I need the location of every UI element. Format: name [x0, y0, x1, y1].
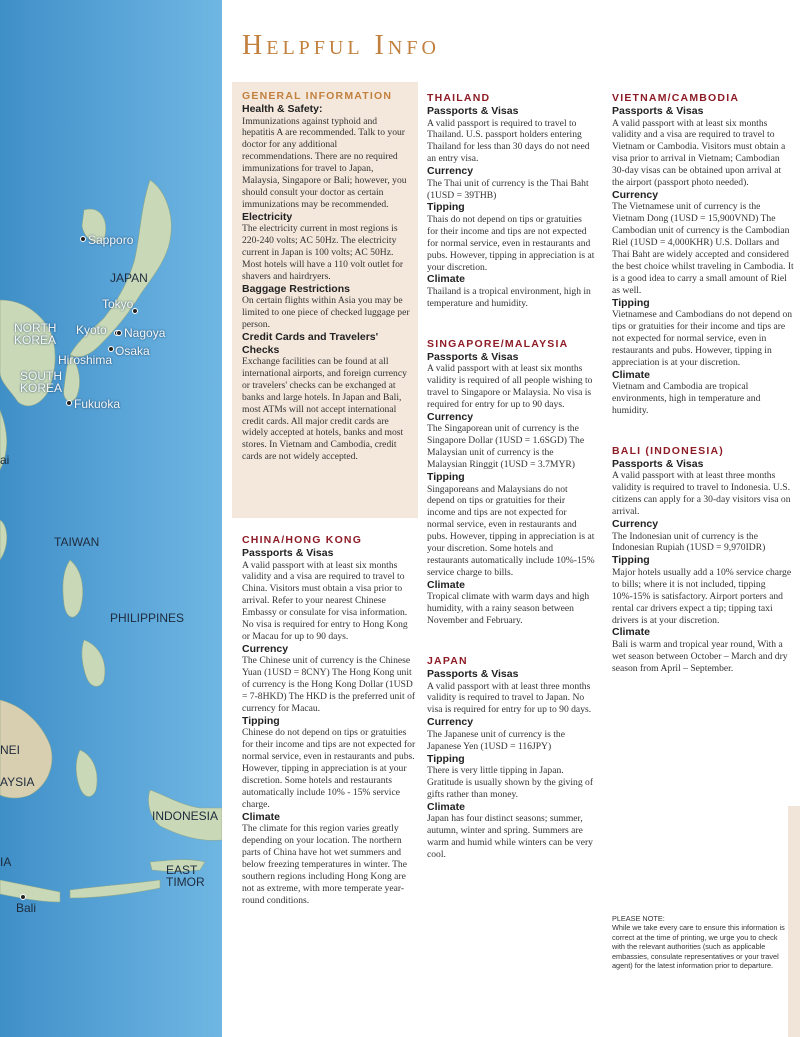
info-content [222, 0, 800, 1037]
singapore-passports-text: A valid passport with at least six months validity is required of all people wishing to travel to Singapore or Malaysia. No visa is required for entry for up to 90 days. [427, 363, 593, 410]
fukuoka-marker [66, 400, 72, 406]
japan-passports-heading: Passports & Visas [427, 668, 519, 680]
japan-section [427, 655, 595, 861]
map-label-indonesia-partial: IA [0, 855, 12, 869]
sapporo-marker [80, 236, 86, 242]
map-label-hiroshima: Hiroshima [58, 353, 113, 367]
vietnam-section [612, 92, 794, 417]
thailand-tipping-heading: Tipping [427, 201, 465, 214]
bali-tipping-text: Major hotels usually add a 10% service charge to bills; where it is not included, tipping 10%-15% is satisfactory. Airport porters and rental car drivers expect a tip; tipping taxi drivers is at your discretion. [612, 566, 792, 626]
japan-title: JAPAN [427, 655, 468, 667]
vietnam-passports-heading: Passports & Visas [612, 105, 704, 117]
page-title: Helpful Info [242, 30, 440, 61]
map-label-nagoya: Nagoya [124, 326, 166, 340]
note-heading: PLEASE NOTE: [612, 914, 665, 923]
singapore-tipping-text: Singaporeans and Malaysians do not depend on tips or gratuities for their income and tips are not expected for normal service, even in restaurants and pubs. However, tipping in appreciation is at your discretion. Some hotels and restaurants automatically include 10%-15% service charge to bills. [427, 483, 595, 578]
map-label-japan: JAPAN [110, 271, 148, 285]
electricity-text: The electricity current in most regions is 220-240 volts; AC 50Hz. The electricity current in Japan is 100 volts; AC 50Hz. Most hotels will have a 110 volt outlet for shavers and hairdryers. [242, 223, 404, 282]
map-strip [0, 0, 222, 1037]
japan-tipping-text: There is very little tipping in Japan. Gratitude is usually shown by the giving of gifts rather than money. [427, 765, 594, 800]
china-title: CHINA/HONG KONG [242, 534, 363, 546]
china-climate-heading: Climate [242, 810, 280, 823]
health-heading: Health & Safety: [242, 103, 323, 115]
right-column [612, 92, 794, 675]
map-label-tokyo: Tokyo [102, 297, 134, 311]
thailand-climate-heading: Climate [427, 273, 465, 286]
osaka-marker [108, 346, 114, 352]
japan-currency-text: The Japanese unit of currency is the Japanese Yen (1USD = 116JPY) [427, 728, 565, 752]
thailand-passports-text: A valid passport is required to travel to Thailand. U.S. passport holders entering Thailand for less than 30 days do not need an entry visa. [427, 117, 590, 165]
china-tipping-text: Chinese do not depend on tips or gratuities for their income and tips are not expected for normal service, even in restaurants and pubs. However, tipping in appreciation is at your discretion. Some hotels and restaurants automatically include 10% - 15% service charge. [242, 727, 416, 810]
general-info-title: GENERAL INFORMATION [242, 90, 393, 102]
thailand-tipping-text: Thais do not depend on tips or gratuities for their income and tips are not expected for normal service, even in restaurants and pubs. However, tipping in appreciation is at your discretion. [427, 213, 595, 273]
bali-currency-heading: Currency [612, 518, 659, 531]
bali-tipping-heading: Tipping [612, 554, 650, 567]
thailand-title: THAILAND [427, 92, 491, 104]
vietnam-tipping-text: Vietnamese and Cambodians do not depend on tips or gratuities for their income and tips are not expected for normal service, even in restaurants and pubs. However, tipping in appreciation is at your discretion. [612, 309, 793, 368]
baggage-heading: Baggage Restrictions [242, 282, 350, 295]
vietnam-currency-text: The Vietnamese unit of currency is the Vietnam Dong (1USD = 15,900VND) The Cambodian unit of currency is the Cambodian Riel (1USD = 4,000KHR) U.S. Dollars and Thai Baht are widely accepted and considered the best choice whilst traveling in Cambodia. It is a good idea to carry a small amount of Riel as well. [612, 201, 794, 296]
bali-passports-text: A valid passport with at least three months validity is required to travel to Indonesia. U.S. citizens can apply for a 30-day visitors visa on arrival. [612, 470, 791, 518]
singapore-section [427, 338, 595, 627]
vietnam-climate-heading: Climate [612, 368, 650, 381]
map-label-north-korea: NORTH KOREA [14, 321, 57, 347]
note-text: While we take every care to ensure this information is correct at the time of printing, we urge you to check with the relevant authorities (such as applicable embassies, consulate representatives or your travel agent) for the latest information prior to departure. [612, 923, 785, 971]
thailand-section [427, 92, 595, 310]
bali-currency-text: The Indonesian unit of currency is the Indonesian Rupiah (1USD = 9,970IDR) [612, 530, 766, 554]
map-label-east-timor: EAST TIMOR [166, 863, 205, 889]
bali-title: BALI (INDONESIA) [612, 444, 724, 457]
thailand-currency-text: The Thai unit of currency is the Thai Baht (1USD = 39THB) [427, 177, 589, 201]
map-label-brunei-partial: NEI [0, 743, 21, 757]
singapore-climate-heading: Climate [427, 578, 465, 591]
map-label-bali: Bali [16, 901, 37, 915]
baggage-text: On certain flights within Asia you may be limited to one piece of checked luggage per person. [242, 295, 410, 331]
thailand-passports-heading: Passports & Visas [427, 105, 519, 117]
credit-heading: Credit Cards and Travelers' Checks [242, 331, 379, 356]
bali-marker [20, 894, 26, 900]
map-label-indonesia: INDONESIA [152, 809, 219, 823]
map-label-fukuoka: Fukuoka [74, 397, 121, 411]
china-passports-heading: Passports & Visas [242, 547, 334, 559]
bali-climate-heading: Climate [612, 626, 650, 639]
bali-passports-heading: Passports & Visas [612, 457, 704, 470]
singapore-title: SINGAPORE/MALAYSIA [427, 337, 569, 350]
bali-climate-text: Bali is warm and tropical year round, With a wet season between October – March and dry season from April – September. [612, 638, 788, 674]
credit-text: Exchange facilities can be found at all international airports, and foreign currency or travelers' checks can be exchanged at banks and large hotels. In Japan and Bali, most ATMs will not accept international credit cards. All major credit cards are widely accepted at hotels, banks and most stores. In Vietnam and Cambodia, credit cards are not widely accepted. [242, 356, 407, 463]
japan-climate-text: Japan has four distinct seasons; summer, autumn, winter and spring. Summers are warm and humid while winters can be very cool. [427, 813, 593, 860]
map-label-shanghai-partial: ai [0, 453, 10, 467]
nagoya-marker [116, 330, 122, 336]
map-label-sapporo: Sapporo [88, 233, 134, 247]
middle-column [427, 92, 595, 861]
page-edge-tab [788, 806, 800, 1037]
vietnam-currency-heading: Currency [612, 188, 659, 201]
singapore-climate-text: Tropical climate with warm days and high humidity, with a rainy season between November and February. [427, 591, 590, 627]
china-climate-text: The climate for this region varies greatly depending on your location. The northern parts of China have hot wet summers and below freezing temperatures in winter. The southern regions including Hong Kong are not as extreme, with more temperate year-round conditions. [242, 823, 407, 906]
japan-tipping-heading: Tipping [427, 752, 465, 765]
japan-climate-heading: Climate [427, 800, 465, 813]
vietnam-passports-text: A valid passport with at least six months validity and a visa are required to travel to Vietnam or Cambodia. Visitors must obtain a visa prior to arrival in Vietnam; Cambodian 30-day visas can be obtained upon arrival at the airport (passport photo needed). [612, 117, 786, 189]
bali-section [612, 445, 794, 675]
china-tipping-heading: Tipping [242, 714, 280, 727]
map-label-malaysia-partial: AYSIA [0, 775, 35, 789]
vietnam-tipping-heading: Tipping [612, 296, 650, 309]
map-label-osaka: Osaka [115, 344, 150, 358]
japan-currency-heading: Currency [427, 716, 474, 729]
map-label-taiwan: TAIWAN [54, 535, 100, 549]
singapore-currency-heading: Currency [427, 410, 474, 423]
singapore-passports-heading: Passports & Visas [427, 350, 519, 363]
general-info-section [232, 82, 418, 518]
health-text: Immunizations against typhoid and hepatitis A are recommended. Talk to your doctor for any additional recommendations. There are no required immunizations for travel to Japan, Malaysia, Singapore or Bali; however, you should consult your doctor as certain immunizations may be recommended. [242, 115, 407, 210]
china-currency-text: The Chinese unit of currency is the Chinese Yuan (1USD = 8CNY) The Hong Kong unit of currency is the Hong Kong Dollar (1USD = 7-8HKD) The HKD is the preferred unit of currency for Macau. [242, 655, 416, 714]
vietnam-climate-text: Vietnam and Cambodia are tropical environments, high in temperature and humidity. [612, 381, 761, 417]
map-label-philippines: PHILIPPINES [110, 611, 185, 625]
disclaimer-note [612, 914, 790, 970]
electricity-heading: Electricity [242, 210, 293, 223]
map-label-kyoto: Kyoto [76, 323, 107, 337]
thailand-climate-text: Thailand is a tropical environment, high in temperature and humidity. [427, 285, 591, 309]
china-section [242, 534, 418, 907]
china-currency-heading: Currency [242, 642, 289, 655]
singapore-currency-text: The Singaporean unit of currency is the Singapore Dollar (1USD = 1.6SGD) The Malaysian unit of currency is the Malaysian Ringgit (1USD = 3.7MYR) [427, 423, 585, 471]
china-passports-text: A valid passport with at least six months validity and a visa are required to travel to China. Visitors must obtain a visa prior to arrival. Refer to your nearest Chinese Embassy or consulate for visa information. No visa is required for entry to Hong Kong or Macau for up to 90 days. [242, 559, 408, 642]
japan-passports-text: A valid passport with at least three months validity is required to travel to Japan. No visa is required for entry for up to 90 days. [427, 680, 592, 716]
singapore-tipping-heading: Tipping [427, 471, 465, 484]
map-label-south-korea: SOUTH KOREA [20, 369, 63, 395]
vietnam-title: VIETNAM/CAMBODIA [612, 92, 740, 104]
thailand-currency-heading: Currency [427, 165, 474, 178]
